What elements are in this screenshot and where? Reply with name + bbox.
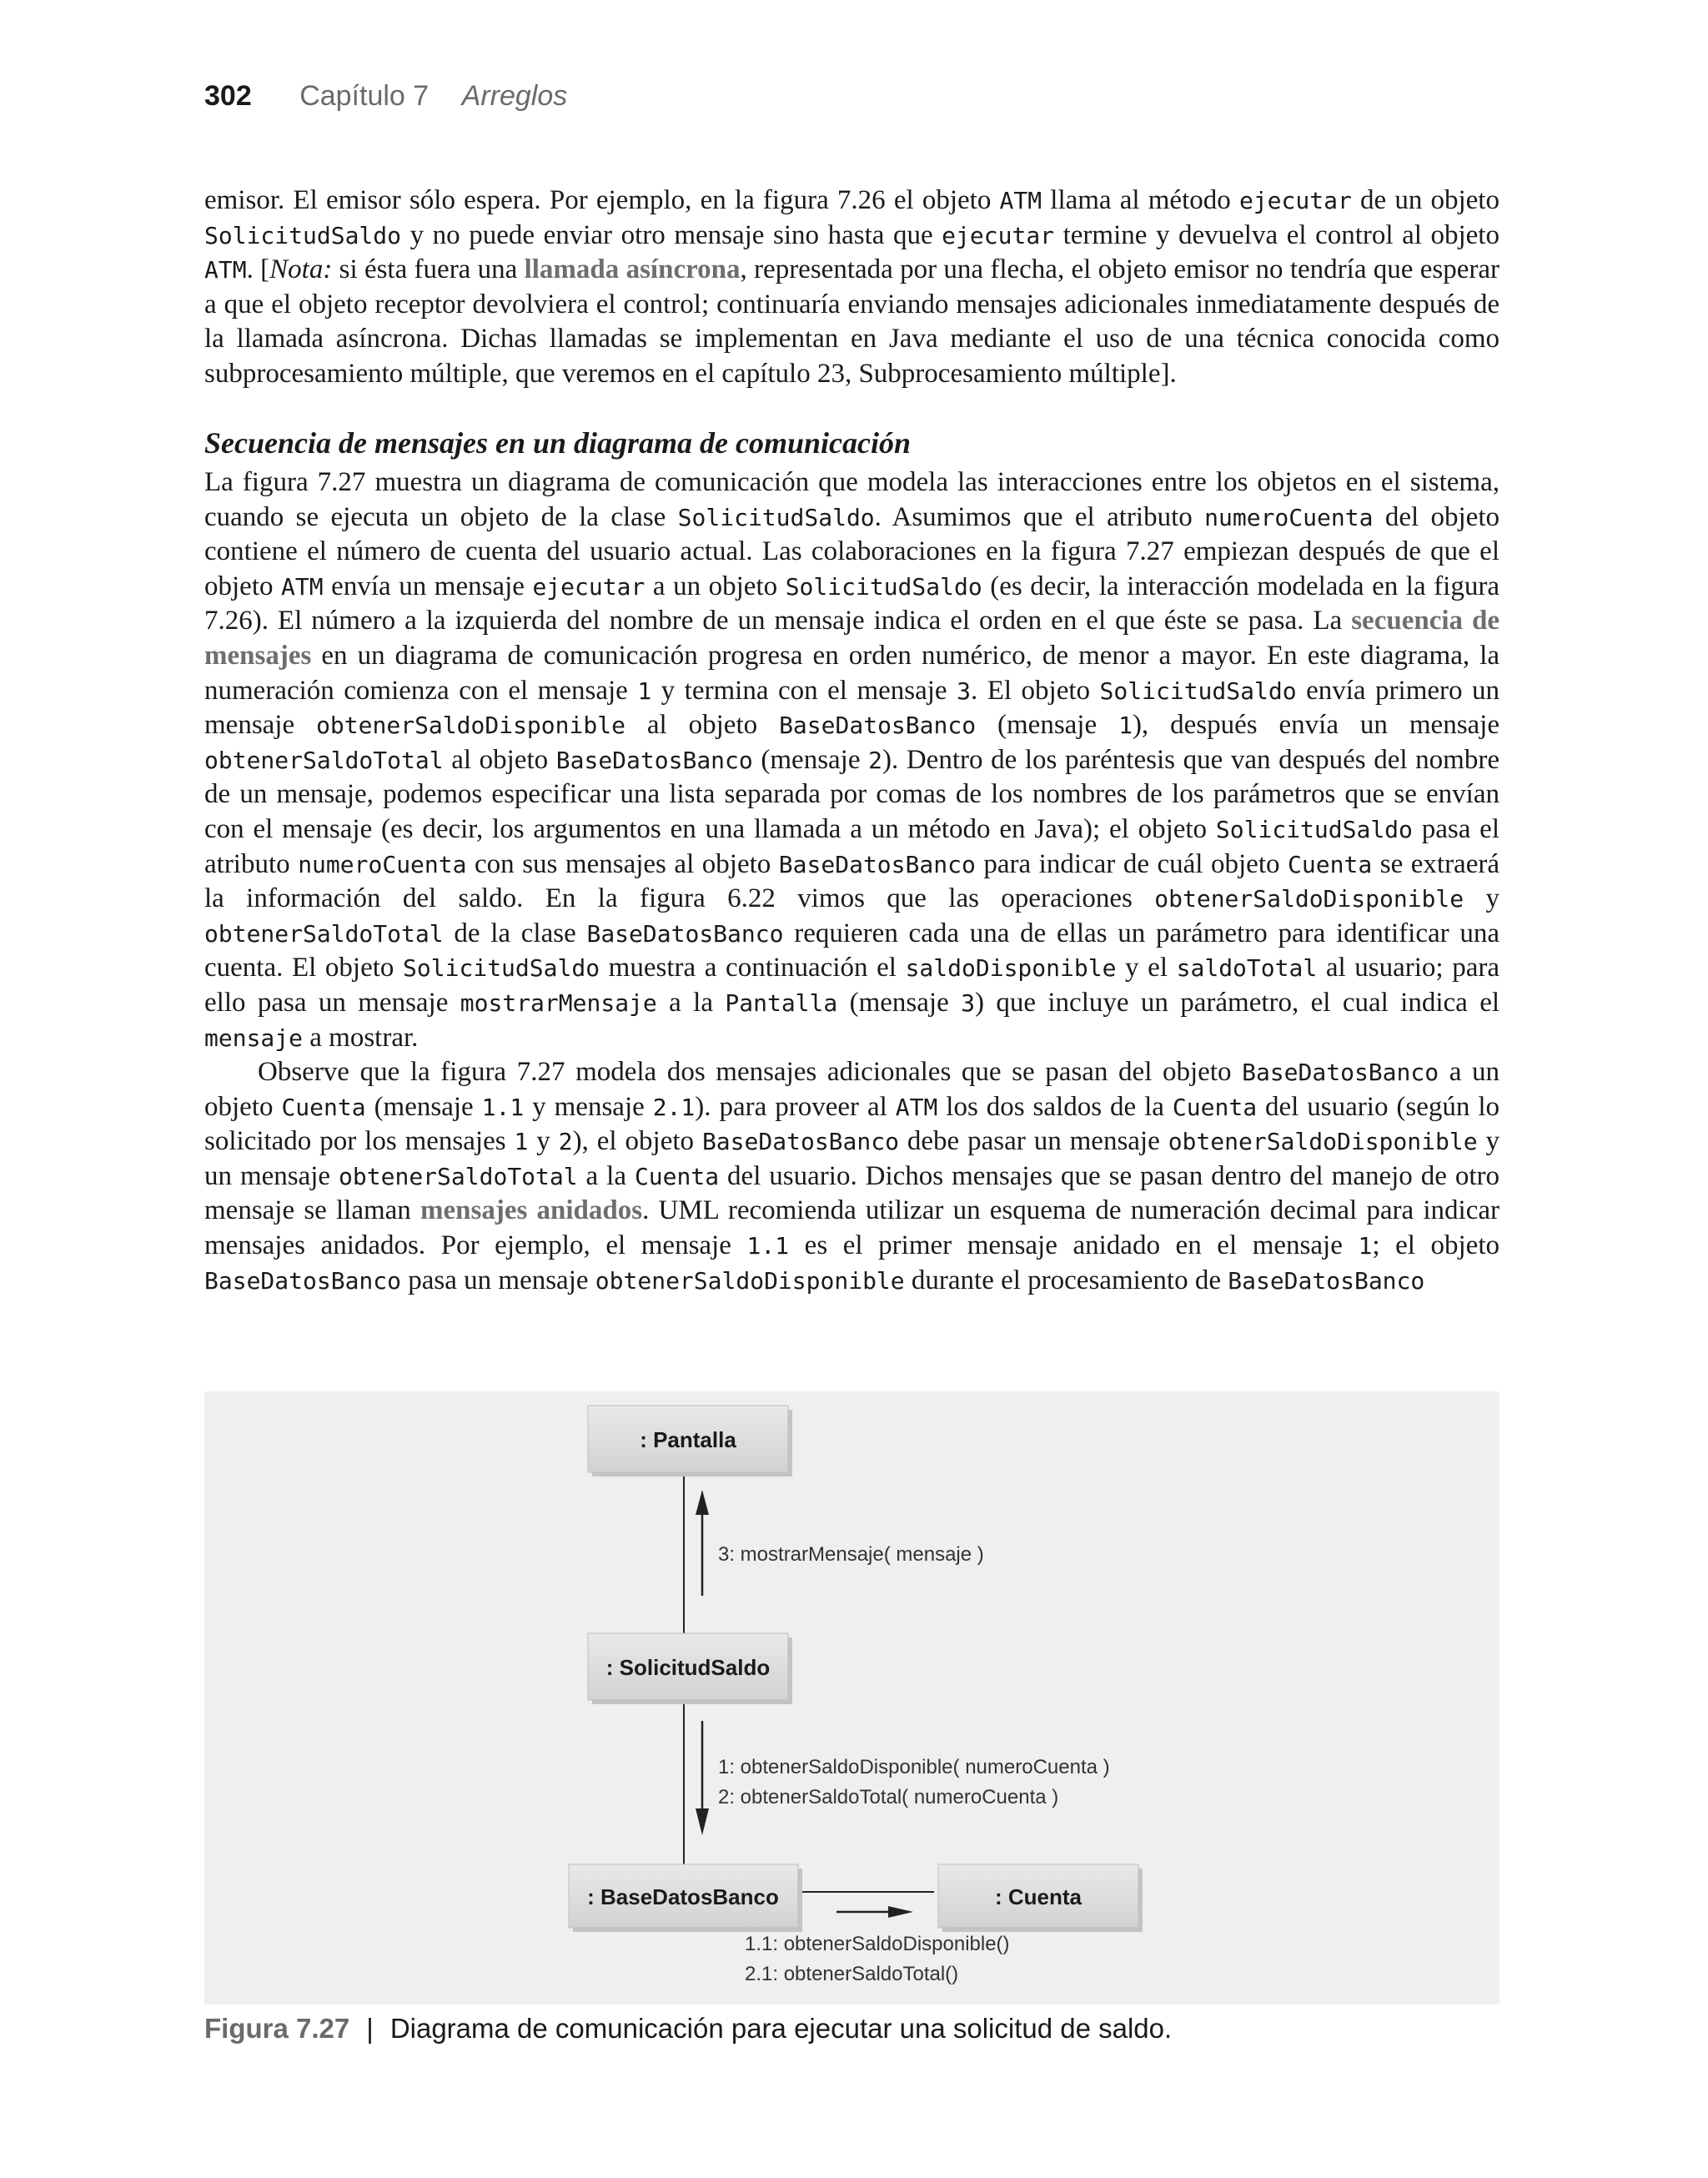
running-header [204,80,567,113]
paragraph-nested: Observe que la figura 7.27 modela dos mensajes adicionales que se pasan del objeto BaseDatosBanco a un objeto Cuenta (mensaje 1.1 y mensaje 2.1). para proveer al ATM los dos saldos de la Cuenta del usuario (según lo solicitado por los mensajes 1 y 2), el objeto BaseDatosBanco debe pasar un mensaje obtenerSaldoDisponible y un mensaje obtenerSaldoTotal a la Cuenta del usuario. Dichos mensajes que se pasan dentro del manejo de otro mensaje se llaman mensajes anidados. UML recomienda utilizar un esquema de numeración decimal para indicar mensajes anidados. Por ejemplo, el mensaje 1.1 es el primer mensaje anidado en el mensaje 1; el objeto BaseDatosBanco pasa un mensaje obtenerSaldoDisponible durante el procesamiento de BaseDatosBanco [204,1057,1500,1295]
message-1-1: 1.1: obtenerSaldoDisponible() [745,1933,1010,1955]
object-solicitud-label: : SolicitudSaldo [605,1655,771,1680]
page-number: 302 [204,80,252,112]
caption-text: Diagrama de comunicación para ejecutar una solicitud de saldo. [389,2013,1173,2044]
key-term: secuencia de mensajes [204,606,1500,671]
paragraph-intro: emisor. El emisor sólo espera. Por ejemplo, en la figura 7.26 el objeto ATM llama al método ejecutar de un objeto SolicitudSaldo y no puede enviar otro mensaje sino hasta que ejecutar termine y devuelva el control al objeto ATM. [Nota: si ésta fuera una llamada asíncrona, representada por una flecha, el objeto emisor no tendría que esperar a que el objeto receptor devolviera el control; continuaría enviando mensajes adicionales inmediatamente después de la llamada asíncrona. Dichas llamadas se implementan en Java mediante el uso de una técnica conocida como subprocesamiento múltiple, que veremos en el capítulo 23, Subprocesamiento múltiple]. [204,185,1500,389]
message-3: 3: mostrarMensaje( mensaje ) [718,1543,984,1566]
message-1: 1: obtenerSaldoDisponible( numeroCuenta ) [718,1756,1110,1778]
paragraph-sequence: La figura 7.27 muestra un diagrama de comunicación que modela las interacciones entre los objetos en el sistema, cuando se ejecuta un objeto de la clase SolicitudSaldo. Asumimos que el atributo numeroCuenta del objeto contiene el número de cuenta del usuario actual. Las colaboraciones en la figura 7.27 empiezan después de que el objeto ATM envía un mensaje ejecutar a un objeto SolicitudSaldo (es decir, la interacción modelada en la figura 7.26). El número a la izquierda del nombre de un mensaje indica el orden en el que éste se pasa. La secuencia de mensajes en un diagrama de comunicación progresa en orden numérico, de menor a mayor. En este diagrama, la numeración comienza con el mensaje 1 y termina con el mensaje 3. El objeto SolicitudSaldo envía primero un mensaje obtenerSaldoDisponible al objeto BaseDatosBanco (mensaje 1), después envía un mensaje obtenerSaldoTotal al objeto BaseDatosBanco (mensaje 2). Dentro de los paréntesis que van después del nombre de un mensaje, podemos especificar una lista separada por comas de los nombres de los parámetros que se envían con el mensaje (es decir, los argumentos en una llamada a un método en Java); el objeto SolicitudSaldo pasa el atributo numeroCuenta con sus mensajes al objeto BaseDatosBanco para indicar de cuál objeto Cuenta se extraerá la información del saldo. En la figura 6.22 vimos que las operaciones obtenerSaldoDisponible y obtenerSaldoTotal de la clase BaseDatosBanco requieren cada una de ellas un parámetro para identificar una cuenta. El objeto SolicitudSaldo muestra a continuación el saldoDisponible y el saldoTotal al usuario; para ello pasa un mensaje mostrarMensaje a la Pantalla (mensaje 3) que incluye un parámetro, el cual indica el mensaje a mostrar. [204,467,1500,1053]
object-cuenta-label: : Cuenta [995,1884,1082,1909]
object-pantalla [588,1406,792,1476]
message-2: 2: obtenerSaldoTotal( numeroCuenta ) [718,1786,1059,1808]
object-cuenta [938,1864,1143,1932]
arrow-down-icon [696,1721,709,1835]
object-base-label: : BaseDatosBanco [587,1884,779,1909]
arrow-up-icon [696,1490,709,1596]
object-pantalla-label: : Pantalla [640,1427,736,1452]
communication-diagram [204,1391,1500,2004]
section-heading: Secuencia de mensajes en un diagrama de comunicación [204,426,912,460]
object-solicitud-saldo [588,1633,792,1704]
object-base-datos-banco [569,1864,802,1932]
figure-caption [204,2013,1172,2045]
key-term: mensajes anidados [420,1195,643,1226]
chapter-label: Capítulo 7 [299,80,430,112]
figure-label: Figura 7.27 [204,2013,350,2044]
figure-7-27 [204,1391,1500,2004]
body-text [204,465,1500,1298]
note-label: Nota: [269,254,333,285]
caption-separator: | [366,2013,374,2044]
message-2-1: 2.1: obtenerSaldoTotal() [745,1963,959,1985]
arrow-right-icon [836,1906,913,1918]
key-term: llamada asíncrona [524,254,741,285]
chapter-title: Arreglos [461,80,568,112]
